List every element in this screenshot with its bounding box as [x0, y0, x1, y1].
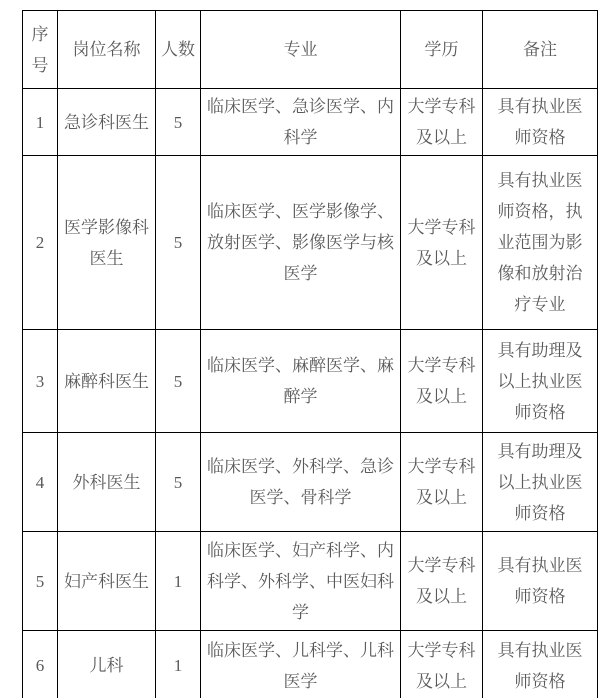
cell-notes: 具有执业医师资格，执业范围为影像和放射治疗专业: [483, 156, 598, 330]
cell-education: 大学专科及以上: [401, 631, 483, 698]
cell-serial-number: 6: [23, 631, 58, 698]
cell-education: 大学专科及以上: [401, 89, 483, 156]
cell-headcount: 5: [156, 89, 201, 156]
cell-major: 临床医学、医学影像学、放射医学、影像医学与核医学: [201, 156, 401, 330]
column-header-education: 学历: [401, 11, 483, 89]
cell-notes: 具有助理及以上执业医师资格: [483, 433, 598, 532]
table-row: [23, 631, 598, 698]
column-header-headcount: 人数: [156, 11, 201, 89]
table-row: [23, 433, 598, 532]
cell-notes: 具有执业医师资格: [483, 89, 598, 156]
cell-notes: 具有执业医师资格: [483, 631, 598, 698]
cell-major: 临床医学、妇产科学、内科学、外科学、中医妇科学: [201, 532, 401, 631]
cell-headcount: 1: [156, 532, 201, 631]
cell-major: 临床医学、麻醉医学、麻醉学: [201, 330, 401, 433]
cell-position-name: 儿科: [58, 631, 156, 698]
cell-headcount: 1: [156, 631, 201, 698]
cell-major: 临床医学、外科学、急诊医学、骨科学: [201, 433, 401, 532]
table-row: [23, 156, 598, 330]
table-row: [23, 89, 598, 156]
cell-headcount: 5: [156, 433, 201, 532]
cell-serial-number: 5: [23, 532, 58, 631]
cell-position-name: 急诊科医生: [58, 89, 156, 156]
cell-position-name: 医学影像科医生: [58, 156, 156, 330]
column-header-notes: 备注: [483, 11, 598, 89]
header-row: [23, 11, 598, 89]
recruitment-table: [22, 10, 598, 698]
cell-headcount: 5: [156, 156, 201, 330]
cell-serial-number: 4: [23, 433, 58, 532]
cell-education: 大学专科及以上: [401, 330, 483, 433]
column-header-serial-number: 序号: [23, 11, 58, 89]
cell-serial-number: 3: [23, 330, 58, 433]
cell-education: 大学专科及以上: [401, 156, 483, 330]
column-header-position-name: 岗位名称: [58, 11, 156, 89]
cell-major: 临床医学、儿科学、儿科医学: [201, 631, 401, 698]
column-header-major: 专业: [201, 11, 401, 89]
cell-position-name: 妇产科医生: [58, 532, 156, 631]
cell-serial-number: 2: [23, 156, 58, 330]
table-row: [23, 330, 598, 433]
cell-education: 大学专科及以上: [401, 532, 483, 631]
cell-major: 临床医学、急诊医学、内科学: [201, 89, 401, 156]
cell-position-name: 麻醉科医生: [58, 330, 156, 433]
cell-notes: 具有执业医师资格: [483, 532, 598, 631]
cell-notes: 具有助理及以上执业医师资格: [483, 330, 598, 433]
cell-education: 大学专科及以上: [401, 433, 483, 532]
cell-serial-number: 1: [23, 89, 58, 156]
cell-position-name: 外科医生: [58, 433, 156, 532]
cell-headcount: 5: [156, 330, 201, 433]
table-row: [23, 532, 598, 631]
